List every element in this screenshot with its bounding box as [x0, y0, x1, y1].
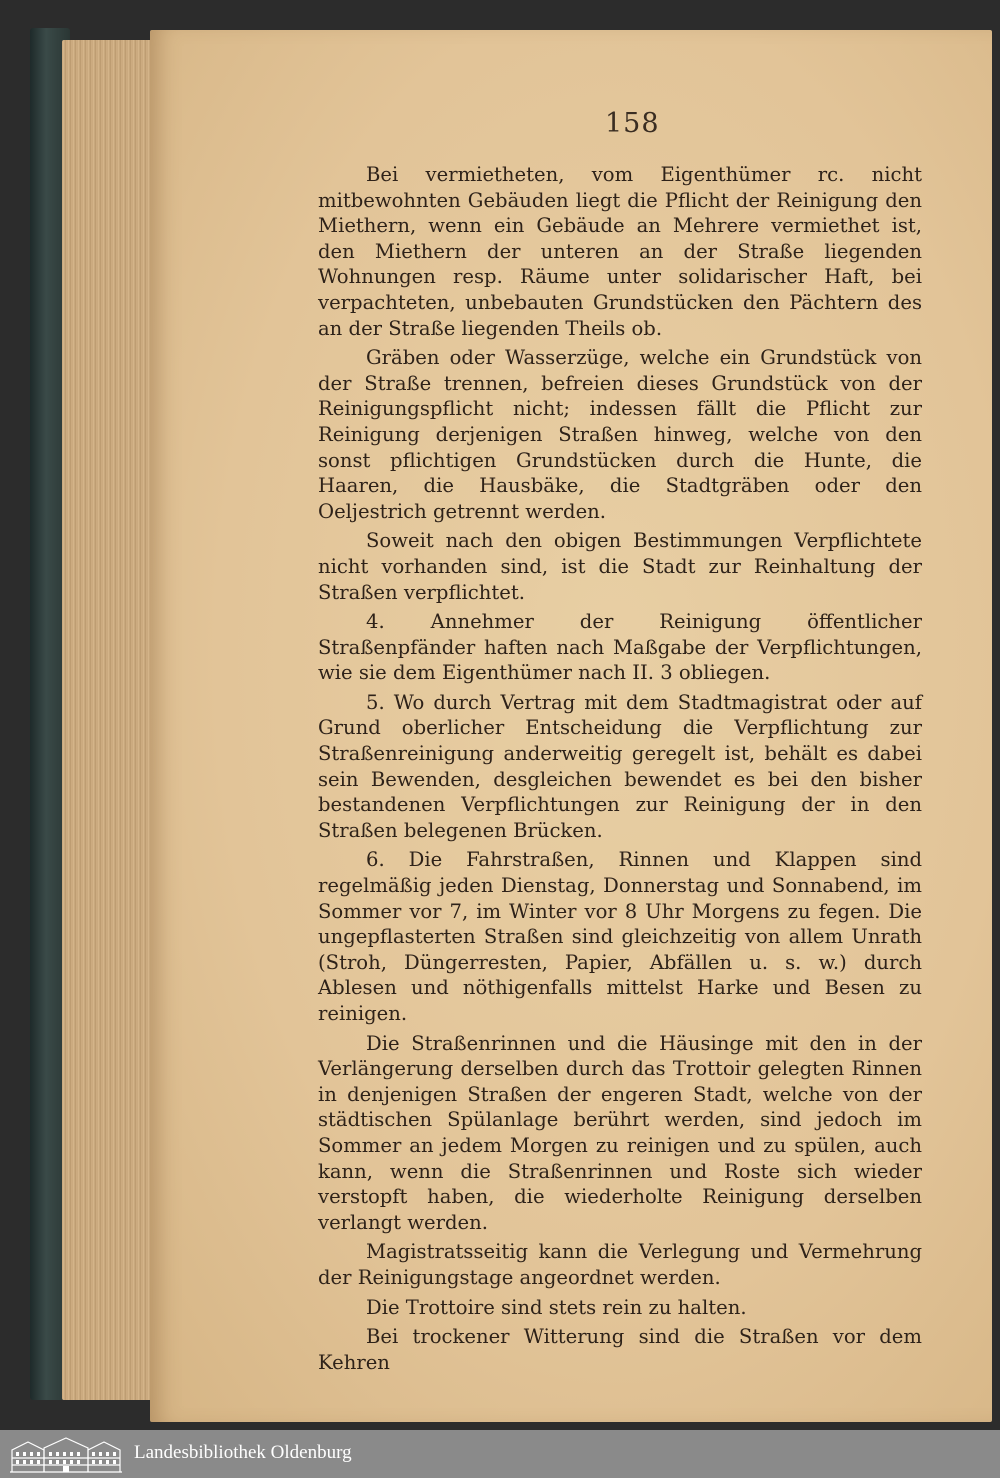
paragraph: Bei vermiethеten, vom Eigenthümer rc. nicht mitbewohnten Gebäuden liegt die Pflicht der Reinigung den Miethern, wenn ein Gebäude an Mehrere vermiethet ist, den Miethern der unteren an der Straße liegenden Wohnungen resp. Räume unter solidarischer Haft, bei verpachteten, unbebauten Grundstücken den Pächtern des an der Straße liegenden Theils ob.: [318, 163, 922, 340]
paragraph: Bei trockener Witterung sind die Straßen vor dem Kehren: [318, 1325, 922, 1374]
paragraph: Magistratsseitig kann die Verlegung und Vermehrung der Reinigungstage angeordnet werden.: [318, 1240, 922, 1289]
page-body: [318, 162, 922, 1379]
paragraph: 4. Annehmer der Reinigung öffentlicher Straßenpfänder haften nach Maßgabe der Verpflichtungen, wie sie dem Eigenthümer nach II. 3 obliegen.: [318, 610, 922, 685]
paragraph: Soweit nach den obigen Bestimmungen Verpflichtete nicht vorhanden sind, ist die Stadt zur Reinhaltung der Straßen verpflichtet.: [318, 529, 922, 604]
library-name: Landesbibliothek Oldenburg: [134, 1442, 352, 1463]
paragraph: Gräben oder Wasserzüge, welche ein Grundstück von der Straße trennen, befreien dieses Grundstück von der Reinigungspflicht nicht; indessen fällt die Pflicht zur Reinigung derjenigen Straßen hinweg, welche von den sonst pflichtigen Grundstücken durch die Hunte, die Haaren, die Hausbäke, die Stadtgräben oder den Oeljestrich getrennt werden.: [318, 346, 922, 523]
paragraph: Die Trottoire sind stets rein zu halten.: [366, 1295, 747, 1319]
library-building-icon: [8, 1434, 124, 1474]
paragraph: Die Straßenrinnen und die Häusinge mit den in der Verlängerung derselben durch das Trottoir gelegten Rinnen in denjenigen Straßen der engeren Stadt, welche von der städtischen Spülanlage berührt werden, sind jedoch im Sommer an jedem Morgen zu reinigen und zu spülen, auch kann, wenn die Straßenrinnen und Roste sich wieder verstopft haben, die wiederholte Reinigung derselben verlangt werden.: [318, 1031, 922, 1234]
page-number: 158: [605, 108, 660, 139]
paragraph: 5. Wo durch Vertrag mit dem Stadtmagistrat oder auf Grund oberlicher Entscheidung die Verpflichtung zur Straßenreinigung anderweitig geregelt ist, behält es dabei sein Bewenden, desgleichen bewendet es bei den bisher bestandenen Verpflichtungen zur Reinigung der in den Straßen belegenen Brücken.: [318, 690, 922, 842]
paragraph: 6. Die Fahrstraßen, Rinnen und Klappen sind regelmäßig jeden Dienstag, Donnerstag und Sonnabend, im Sommer vor 7, im Winter vor 8 Uhr Morgens zu fegen. Die ungepflasterten Straßen sind gleichzeitig von allem Unrath (Stroh, Düngerresten, Papier, Abfällen u. s. w.) durch Ablesen und nöthigenfalls mittelst Harke und Besen zu reinigen.: [318, 848, 922, 1025]
library-footer-bar: [0, 1430, 1000, 1478]
